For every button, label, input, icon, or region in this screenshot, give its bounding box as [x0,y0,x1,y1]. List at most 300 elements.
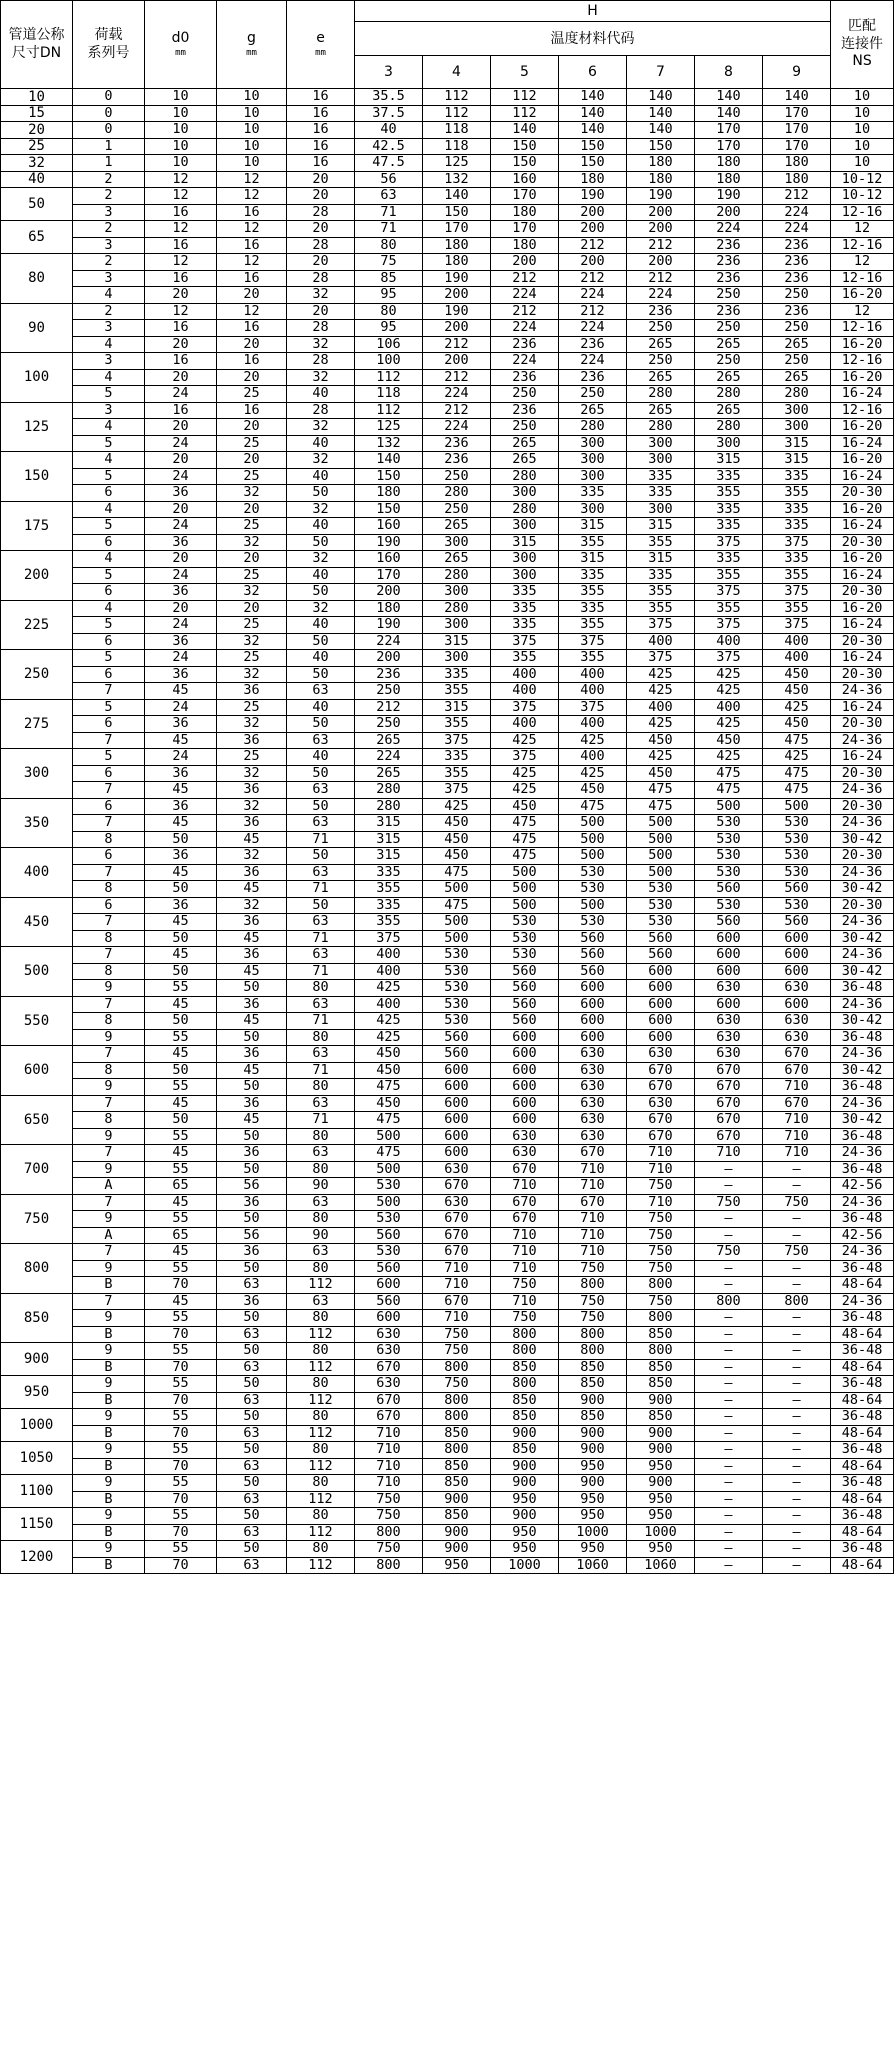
table-cell: 236 [355,666,423,683]
table-cell: 7 [73,683,145,700]
table-cell: 180 [763,171,831,188]
table-cell: 425 [627,666,695,683]
table-cell: – [763,1310,831,1327]
table-cell: 375 [695,650,763,667]
table-cell: 670 [695,1128,763,1145]
table-cell: 200 [559,221,627,238]
table-cell: 265 [627,369,695,386]
table-cell: 36-48 [831,1475,894,1492]
table-cell: 750 [559,1260,627,1277]
table-cell: 16 [145,320,217,337]
table-row [1,1079,894,1096]
table-cell: 80 [355,303,423,320]
table-cell: 630 [355,1326,423,1343]
table-cell: 50 [217,1029,287,1046]
table-cell: 36 [217,1046,287,1063]
table-cell: 425 [763,699,831,716]
table-cell: 65 [145,1178,217,1195]
table-cell: 20 [145,287,217,304]
table-cell: 9 [73,1343,145,1360]
table-cell: 36 [145,633,217,650]
table-cell: 63 [217,1392,287,1409]
table-cell: 850 [491,1392,559,1409]
table-cell: 24-36 [831,864,894,881]
table-cell: 16-24 [831,468,894,485]
cell-dn: 850 [1,1293,73,1343]
table-cell: 950 [627,1458,695,1475]
cell-dn: 80 [1,254,73,304]
table-cell: 32 [217,798,287,815]
table-cell: – [763,1475,831,1492]
table-cell: 560 [491,963,559,980]
table-cell: 400 [355,947,423,964]
table-cell: 670 [423,1211,491,1228]
table-cell: 170 [695,122,763,139]
table-cell: 8 [73,1112,145,1129]
table-row [1,1260,894,1277]
table-cell: 265 [423,518,491,535]
table-row [1,567,894,584]
table-cell: 335 [627,485,695,502]
table-cell: 50 [217,1442,287,1459]
table-cell: 24-36 [831,732,894,749]
table-cell: 800 [423,1392,491,1409]
table-cell: 16 [287,138,355,155]
table-cell: 36 [145,897,217,914]
table-cell: 315 [763,452,831,469]
table-cell: 45 [145,732,217,749]
table-cell: 300 [695,435,763,452]
table-cell: 16 [287,155,355,172]
table-cell: 112 [287,1359,355,1376]
cell-dn: 15 [1,105,73,122]
table-cell: 265 [695,336,763,353]
table-cell: 24-36 [831,1293,894,1310]
table-cell: 530 [491,930,559,947]
table-cell: 16-20 [831,551,894,568]
table-cell: 375 [763,617,831,634]
table-row [1,1557,894,1574]
table-cell: 80 [287,1161,355,1178]
table-cell: 335 [763,518,831,535]
table-cell: 80 [287,1029,355,1046]
table-cell: 236 [559,336,627,353]
table-cell: 16 [217,353,287,370]
table-cell: B [73,1277,145,1294]
table-cell: 530 [695,831,763,848]
table-cell: 300 [491,518,559,535]
header-g-label: g [247,30,256,46]
table-cell: 9 [73,1376,145,1393]
table-cell: 710 [355,1442,423,1459]
table-cell: 36 [217,1244,287,1261]
cell-dn: 450 [1,897,73,947]
table-cell: – [695,1211,763,1228]
table-cell: 7 [73,1095,145,1112]
table-cell: 6 [73,633,145,650]
table-cell: 375 [491,699,559,716]
table-cell: 315 [695,452,763,469]
table-cell: 150 [559,155,627,172]
table-cell: 560 [355,1293,423,1310]
table-cell: 560 [491,1013,559,1030]
table-cell: 280 [559,419,627,436]
table-cell: 670 [695,1062,763,1079]
table-cell: 630 [763,980,831,997]
table-cell: 315 [627,518,695,535]
table-cell: 750 [423,1326,491,1343]
table-cell: 450 [423,831,491,848]
table-cell: 50 [145,831,217,848]
table-cell: 1000 [627,1524,695,1541]
table-cell: A [73,1178,145,1195]
table-cell: 12 [831,254,894,271]
table-cell: 80 [355,237,423,254]
table-cell: 63 [217,1425,287,1442]
table-cell: B [73,1425,145,1442]
table-cell: 36-48 [831,1128,894,1145]
table-cell: 630 [423,1161,491,1178]
table-cell: 170 [695,138,763,155]
table-cell: 24 [145,699,217,716]
table-cell: 63 [217,1458,287,1475]
table-cell: 71 [287,1013,355,1030]
table-cell: – [695,1475,763,1492]
table-cell: 670 [695,1112,763,1129]
table-cell: 16-24 [831,435,894,452]
cell-dn: 700 [1,1145,73,1195]
table-cell: 32 [287,287,355,304]
table-cell: 50 [217,1475,287,1492]
table-cell: 65 [145,1227,217,1244]
table-cell: 50 [287,666,355,683]
table-cell: 750 [559,1293,627,1310]
table-cell: 630 [763,1029,831,1046]
table-cell: B [73,1491,145,1508]
table-cell: 670 [355,1392,423,1409]
table-cell: 900 [423,1491,491,1508]
table-cell: 20-30 [831,485,894,502]
table-cell: 600 [627,980,695,997]
table-cell: 236 [763,270,831,287]
table-cell: 180 [559,171,627,188]
table-cell: 12-16 [831,353,894,370]
table-row [1,600,894,617]
table-cell: 450 [695,732,763,749]
table-cell: 10 [831,89,894,106]
table-cell: 475 [627,782,695,799]
table-cell: 530 [423,980,491,997]
table-cell: 212 [423,402,491,419]
table-cell: 50 [217,1260,287,1277]
table-cell: 530 [763,897,831,914]
table-cell: 500 [763,798,831,815]
table-cell: 24 [145,567,217,584]
table-cell: 30-42 [831,881,894,898]
table-cell: 355 [627,534,695,551]
table-cell: 400 [355,996,423,1013]
table-cell: 950 [627,1508,695,1525]
table-cell: 20-30 [831,716,894,733]
table-cell: – [763,1392,831,1409]
table-cell: 355 [423,716,491,733]
table-cell: 140 [423,188,491,205]
table-row [1,138,894,155]
table-cell: 750 [627,1293,695,1310]
table-row [1,1062,894,1079]
table-cell: 300 [491,567,559,584]
table-cell: 425 [423,798,491,815]
table-cell: 750 [355,1541,423,1558]
table-cell: 80 [287,1079,355,1096]
table-row [1,1277,894,1294]
table-cell: 90 [287,1178,355,1195]
table-row [1,1029,894,1046]
table-cell: 16 [145,204,217,221]
table-cell: 10 [145,138,217,155]
table-cell: 25 [217,518,287,535]
header-ns-line1: 匹配 [848,18,877,35]
cell-dn: 225 [1,600,73,650]
table-cell: 236 [491,402,559,419]
cell-dn: 650 [1,1095,73,1145]
table-cell: 315 [423,633,491,650]
table-cell: 56 [217,1227,287,1244]
table-cell: 670 [423,1227,491,1244]
table-cell: 20 [145,501,217,518]
table-cell: 335 [695,468,763,485]
table-cell: 7 [73,782,145,799]
table-cell: 36 [217,1145,287,1162]
table-cell: – [763,1541,831,1558]
table-row [1,1343,894,1360]
table-cell: 36 [145,716,217,733]
cell-dn: 900 [1,1343,73,1376]
table-cell: 750 [627,1178,695,1195]
table-cell: 710 [423,1277,491,1294]
table-cell: 36-48 [831,1260,894,1277]
table-cell: 300 [559,452,627,469]
table-cell: 80 [287,1376,355,1393]
table-cell: 450 [491,798,559,815]
header-series-line1: 荷载 [94,27,123,43]
table-cell: 45 [145,782,217,799]
table-cell: 315 [627,551,695,568]
table-cell: – [695,1376,763,1393]
table-cell: 25 [217,650,287,667]
header-temp-material: 温度材料代码 [355,22,831,56]
table-cell: 250 [627,320,695,337]
table-cell: 530 [695,815,763,832]
table-cell: 9 [73,1442,145,1459]
table-row [1,897,894,914]
table-cell: 630 [559,1112,627,1129]
table-row [1,501,894,518]
table-cell: 710 [559,1227,627,1244]
table-cell: 475 [627,798,695,815]
table-cell: 112 [287,1326,355,1343]
table-cell: 50 [217,1508,287,1525]
table-row [1,980,894,997]
table-row [1,1211,894,1228]
table-cell: 50 [217,1541,287,1558]
table-cell: 670 [491,1161,559,1178]
table-cell: 3 [73,320,145,337]
table-cell: 530 [423,1013,491,1030]
table-cell: 20 [145,551,217,568]
table-cell: 600 [695,996,763,1013]
table-cell: 630 [627,1046,695,1063]
table-cell: 2 [73,303,145,320]
table-row [1,930,894,947]
table-cell: 55 [145,1508,217,1525]
table-cell: 16-20 [831,287,894,304]
table-cell: 45 [145,1293,217,1310]
table-cell: 300 [423,534,491,551]
table-cell: – [763,1326,831,1343]
table-row [1,666,894,683]
table-cell: 750 [763,1194,831,1211]
table-cell: 16 [217,204,287,221]
table-cell: 500 [423,930,491,947]
table-cell: 475 [695,782,763,799]
table-cell: 450 [627,732,695,749]
table-cell: 425 [627,683,695,700]
table-cell: 24-36 [831,1046,894,1063]
table-cell: 140 [763,89,831,106]
table-cell: 180 [491,237,559,254]
table-row [1,105,894,122]
table-cell: 80 [287,1211,355,1228]
table-cell: 150 [355,501,423,518]
table-cell: 475 [491,815,559,832]
table-cell: 750 [491,1310,559,1327]
table-cell: 530 [627,897,695,914]
cell-dn: 275 [1,699,73,749]
table-cell: 45 [217,1062,287,1079]
table-cell: 236 [423,452,491,469]
table-cell: 63 [287,947,355,964]
table-cell: 7 [73,947,145,964]
cell-dn: 300 [1,749,73,799]
table-cell: 850 [627,1376,695,1393]
table-cell: 63 [217,1491,287,1508]
table-cell: 315 [355,831,423,848]
table-row [1,1392,894,1409]
table-cell: 710 [763,1079,831,1096]
table-cell: 530 [695,864,763,881]
header-ns [831,1,894,89]
table-cell: 36 [145,534,217,551]
table-cell: 2 [73,221,145,238]
table-cell: 530 [491,914,559,931]
table-cell: 5 [73,617,145,634]
table-cell: – [695,1541,763,1558]
cell-dn: 150 [1,452,73,502]
table-cell: 560 [559,930,627,947]
table-cell: 950 [559,1508,627,1525]
table-row [1,419,894,436]
table-cell: 36 [217,732,287,749]
table-cell: 20 [217,551,287,568]
table-cell: 500 [559,897,627,914]
header-temp-code: 5 [491,56,559,89]
table-cell: – [763,1491,831,1508]
table-cell: 5 [73,699,145,716]
table-cell: 425 [559,765,627,782]
table-cell: 12-16 [831,402,894,419]
table-cell: 250 [559,386,627,403]
table-cell: 750 [627,1260,695,1277]
table-cell: 28 [287,320,355,337]
table-cell: 9 [73,1541,145,1558]
table-cell: 180 [355,600,423,617]
table-row [1,1128,894,1145]
table-cell: 12 [145,221,217,238]
table-cell: 250 [423,468,491,485]
table-cell: 5 [73,386,145,403]
table-cell: 95 [355,287,423,304]
table-cell: 24-36 [831,782,894,799]
table-cell: 45 [145,914,217,931]
table-row [1,1244,894,1261]
table-cell: 50 [145,1013,217,1030]
table-cell: 9 [73,1310,145,1327]
table-cell: 180 [423,254,491,271]
table-cell: 315 [559,518,627,535]
table-cell: 600 [695,947,763,964]
table-cell: 16-24 [831,567,894,584]
table-cell: 425 [491,782,559,799]
table-cell: 200 [627,221,695,238]
table-cell: – [763,1524,831,1541]
table-cell: 560 [423,1029,491,1046]
table-cell: 6 [73,534,145,551]
table-cell: 315 [559,551,627,568]
table-cell: 5 [73,749,145,766]
header-e-label: e [316,30,325,46]
table-cell: 560 [491,980,559,997]
table-cell: 10 [217,89,287,106]
table-cell: 355 [559,617,627,634]
header-ns-line2: 连接件 [841,35,884,52]
table-cell: 16-24 [831,650,894,667]
cell-dn: 400 [1,848,73,898]
table-cell: 75 [355,254,423,271]
cell-dn: 800 [1,1244,73,1294]
table-cell: 16 [287,89,355,106]
table-cell: 71 [287,831,355,848]
table-row [1,551,894,568]
table-cell: 25 [217,699,287,716]
table-cell: 900 [423,1524,491,1541]
table-cell: 55 [145,1376,217,1393]
table-cell: 190 [423,303,491,320]
table-cell: 190 [559,188,627,205]
table-cell: 315 [355,815,423,832]
table-cell: 24 [145,435,217,452]
table-cell: 16-24 [831,617,894,634]
table-cell: 118 [423,138,491,155]
table-cell: 40 [287,435,355,452]
table-cell: 475 [355,1079,423,1096]
table-cell: 600 [355,1310,423,1327]
table-cell: 3 [73,237,145,254]
table-cell: – [695,1491,763,1508]
header-temp-code: 8 [695,56,763,89]
table-cell: 85 [355,270,423,287]
table-cell: 710 [491,1178,559,1195]
